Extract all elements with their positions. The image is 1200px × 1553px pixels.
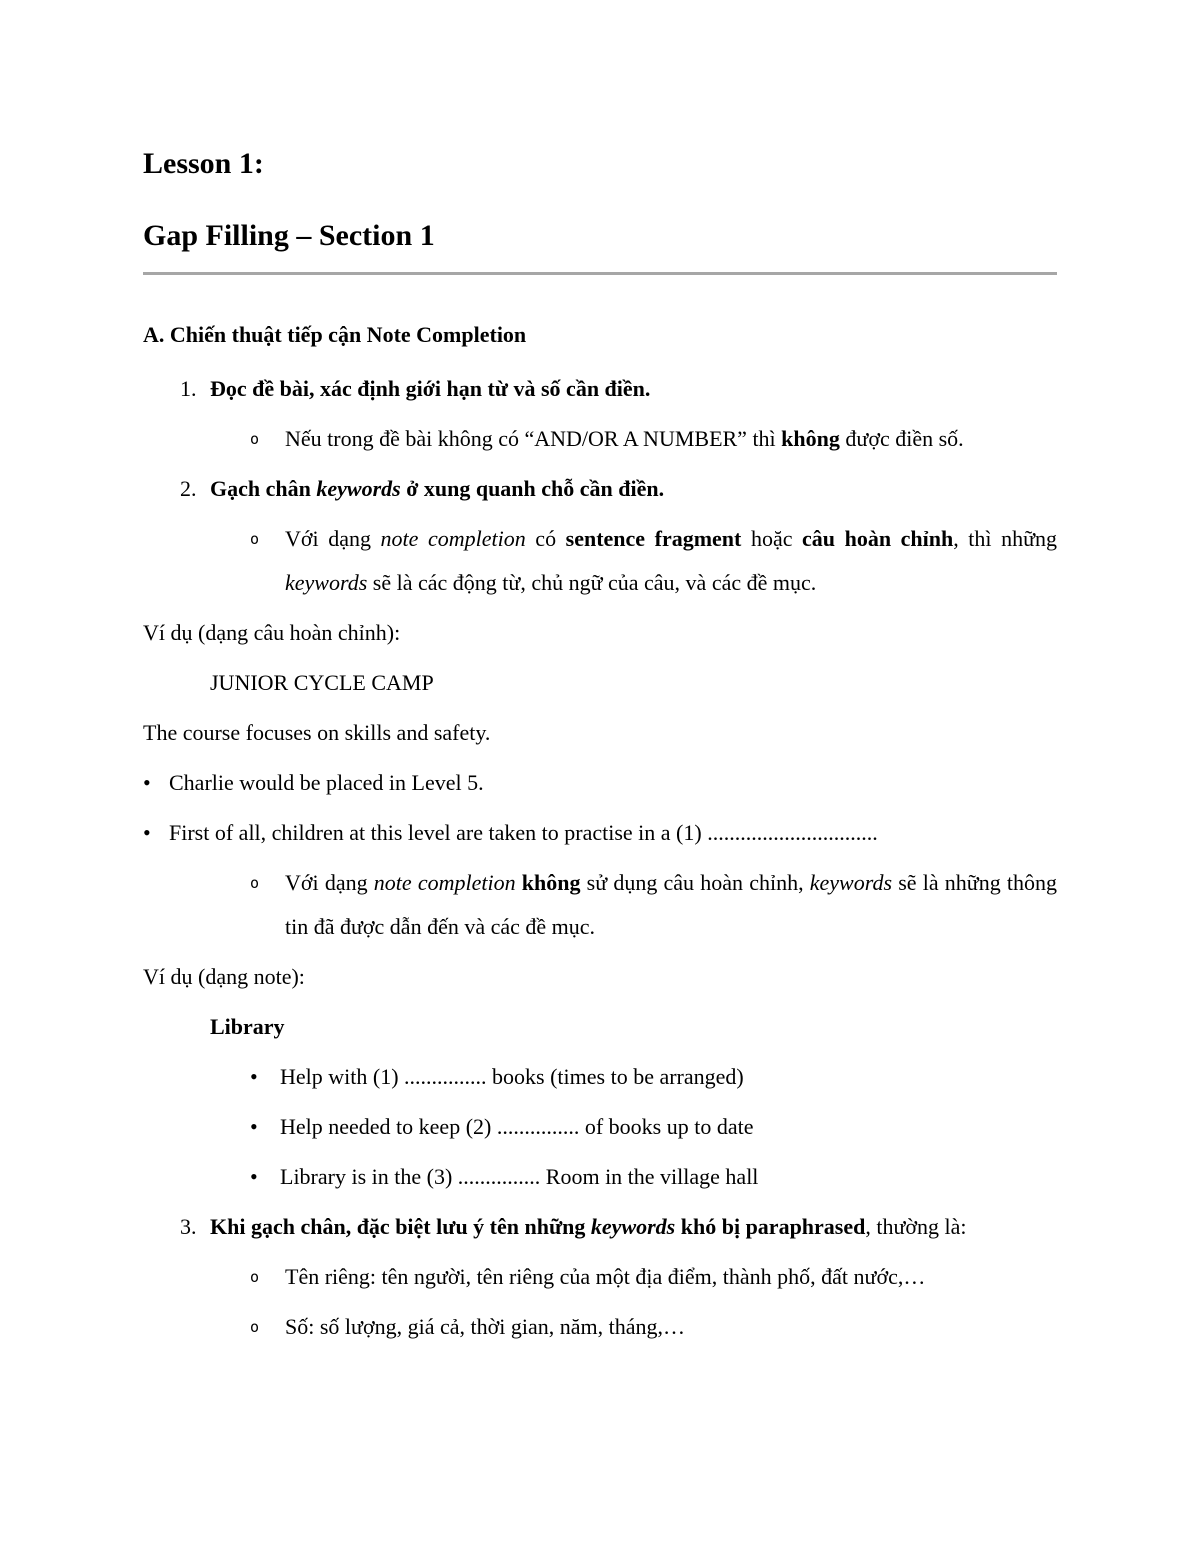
sub-bullet-marker: o: [250, 1268, 260, 1286]
example-1-bullet-2: [143, 811, 1057, 855]
numbered-item-1: [143, 367, 1057, 411]
example-2-bullet-3: [143, 1155, 1057, 1199]
example-1-line: The course focuses on skills and safety.: [143, 720, 491, 745]
section-a-heading: A. Chiến thuật tiếp cận Note Completion: [143, 322, 527, 347]
item-3-sub-2-text: Số: số lượng, giá cả, thời gian, năm, tháng,…: [285, 1314, 685, 1339]
item-3-title: Khi gạch chân, đặc biệt lưu ý tên những keywords khó bị paraphrased, thường là:: [210, 1214, 967, 1239]
bullet-marker: •: [250, 1064, 258, 1089]
example-2-bullet-1-text: Help with (1) ............... books (times to be arranged): [280, 1064, 744, 1089]
example-2-bullet-2: [143, 1105, 1057, 1149]
example-1-bullet-1: [143, 761, 1057, 805]
example-1-heading: JUNIOR CYCLE CAMP: [210, 670, 434, 695]
example-2-bullet-1: [143, 1055, 1057, 1099]
item-2-title: Gạch chân keywords ở xung quanh chỗ cần điền.: [210, 476, 665, 501]
item-2-sub-text: Với dạng note completion có sentence fragment hoặc câu hoàn chỉnh, thì những keywords sẽ là các động từ, chủ ngữ của câu, và các đề mục.: [285, 526, 1058, 595]
sub-bullet-marker: o: [250, 530, 260, 548]
example-2-bullet-3-text: Library is in the (3) ............... Room in the village hall: [280, 1164, 759, 1189]
bullet-marker: •: [143, 770, 151, 795]
example-1-intro: Ví dụ (dạng câu hoàn chỉnh):: [143, 620, 401, 645]
lesson-title: Lesson 1:: [143, 147, 264, 180]
example-2-intro: Ví dụ (dạng note):: [143, 964, 305, 989]
item-3-sub-bullet-1: [143, 1255, 1057, 1299]
item-2-sub-bullet: [143, 517, 1057, 605]
item-3-sub-bullet-2: [143, 1305, 1057, 1349]
item-1-title: Đọc đề bài, xác định giới hạn từ và số cần điền.: [210, 376, 651, 401]
item-1-sub-bullet: [143, 417, 1057, 461]
note-type-sub-bullet: [143, 861, 1057, 949]
numbered-item-2: [143, 467, 1057, 511]
sub-bullet-marker: o: [250, 430, 260, 448]
example-2-heading: Library: [210, 1014, 285, 1039]
note-type-sub-text: Với dạng note completion không sử dụng câu hoàn chỉnh, keywords sẽ là những thông tin đã được dẫn đến và các đề mục.: [285, 870, 1057, 939]
numbered-item-3: [143, 1205, 1057, 1249]
bullet-marker: •: [143, 820, 151, 845]
example-1-bullet-2-text: First of all, children at this level are taken to practise in a (1) ...............................: [169, 820, 878, 845]
example-2-bullet-2-text: Help needed to keep (2) ............... of books up to date: [280, 1114, 754, 1139]
title-divider: [143, 272, 1057, 275]
sub-bullet-marker: o: [250, 874, 260, 892]
example-1-bullet-1-text: Charlie would be placed in Level 5.: [169, 770, 484, 795]
bullet-marker: •: [250, 1164, 258, 1189]
sub-bullet-marker: o: [250, 1318, 260, 1336]
item-1-sub-text: Nếu trong đề bài không có “AND/OR A NUMBER” thì không được điền số.: [285, 426, 964, 451]
bullet-marker: •: [250, 1114, 258, 1139]
item-2-marker: 2.: [180, 476, 197, 501]
section-title: Gap Filling – Section 1: [143, 219, 435, 252]
item-3-sub-1-text: Tên riêng: tên người, tên riêng của một địa điểm, thành phố, đất nước,…: [285, 1264, 926, 1289]
item-3-marker: 3.: [180, 1214, 197, 1239]
item-1-marker: 1.: [180, 376, 197, 401]
